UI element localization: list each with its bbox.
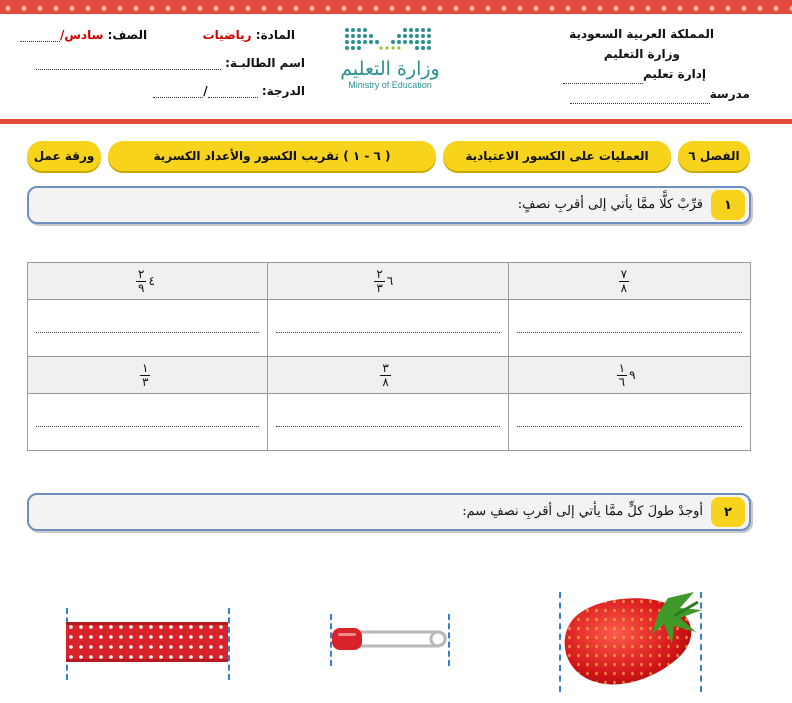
header-left	[20, 28, 305, 98]
student-name-label: اسم الطالبـة:	[225, 56, 305, 70]
question-2-text: أوجدْ طولَ كلٍّ ممَّا يأتي إلى أقربِ نصفِ سم:	[462, 504, 703, 519]
question-2-box	[27, 493, 751, 531]
worksheet-pill: ورقة عمل	[27, 141, 101, 171]
header-school-label: مدرسة	[709, 87, 750, 101]
fraction-denominator: ٣	[376, 280, 383, 295]
logo-text-en: Ministry of Education	[348, 80, 432, 90]
cell-9-1-6	[508, 357, 750, 394]
answer-cell[interactable]	[28, 300, 268, 357]
score-label: الدرجة:	[261, 84, 305, 98]
fraction-denominator: ٦	[618, 374, 626, 389]
score-total-field[interactable]	[153, 87, 203, 98]
answer-cell[interactable]	[268, 394, 508, 451]
question-1-box	[27, 186, 751, 224]
answer-line	[36, 332, 259, 333]
logo-text-ar: وزارة التعليم	[340, 58, 440, 80]
lesson-title-pill: ( ٦ - ١ ) تقريب الكسور والأعداد الكسرية	[108, 141, 436, 171]
logo-dots-icon	[335, 26, 445, 54]
fraction-whole: ٩	[629, 368, 636, 382]
fraction-numerator: ١	[142, 360, 149, 375]
question-1-text: قرِّبْ كلًّا ممَّا يأتي إلى أقربِ نصفٍ:	[517, 197, 703, 212]
question-1-table	[27, 262, 751, 451]
answer-line	[517, 426, 742, 427]
header-divider	[0, 119, 792, 124]
lesson-topic-pill: العمليات على الكسور الاعتيادية	[443, 141, 671, 171]
cell-4-2-9	[28, 263, 268, 300]
grade-value: سادس/	[60, 28, 104, 42]
fraction-denominator: ٣	[142, 374, 149, 389]
ministry-logo	[330, 26, 450, 90]
answer-line	[517, 332, 742, 333]
cell-3-8	[268, 357, 508, 394]
safety-pin-icon	[328, 624, 452, 654]
cell-6-2-3	[268, 263, 508, 300]
fraction-numerator: ٧	[620, 266, 628, 281]
grade-section-field[interactable]	[20, 31, 60, 42]
answer-line	[276, 426, 499, 427]
fraction-denominator: ٨	[620, 280, 628, 295]
ribbon-right-marker	[228, 608, 230, 680]
header-ministry: وزارة التعليم	[603, 47, 680, 61]
answer-cell[interactable]	[28, 394, 268, 451]
subject-value: رياضيات	[202, 28, 252, 42]
cell-1-3	[28, 357, 268, 394]
fraction-whole: ٦	[386, 274, 394, 288]
ribbon-icon	[66, 622, 228, 662]
header-edu-dept-field[interactable]	[563, 73, 643, 84]
fraction-numerator: ٢	[376, 266, 383, 281]
fraction-numerator: ١	[618, 360, 626, 375]
fraction-numerator: ٣	[382, 360, 389, 375]
header-right	[563, 24, 750, 104]
chapter-pill: الفصل ٦	[678, 141, 750, 171]
answer-cell[interactable]	[508, 300, 750, 357]
answer-line	[36, 426, 259, 427]
question-2-number: ٢	[711, 497, 745, 527]
header-edu-dept-label: إدارة تعليم	[642, 67, 706, 81]
answer-cell[interactable]	[268, 300, 508, 357]
grade-label: الصف:	[107, 28, 148, 42]
strawberry-icon	[556, 588, 704, 692]
decorative-top-band	[0, 0, 792, 14]
header-kingdom: المملكة العربية السعودية	[569, 27, 714, 41]
question-1-number: ١	[711, 190, 745, 220]
cell-7-8	[508, 263, 750, 300]
answer-line	[276, 332, 499, 333]
score-separator: /	[203, 84, 208, 98]
score-field[interactable]	[208, 87, 258, 98]
fraction-denominator: ٩	[138, 280, 145, 295]
fraction-numerator: ٢	[138, 266, 145, 281]
answer-cell[interactable]	[508, 394, 750, 451]
subject-label: المادة:	[255, 28, 295, 42]
fraction-denominator: ٨	[382, 374, 389, 389]
student-name-field[interactable]	[36, 59, 221, 70]
fraction-whole: ٤	[148, 274, 155, 288]
header-school-field[interactable]	[570, 93, 710, 104]
